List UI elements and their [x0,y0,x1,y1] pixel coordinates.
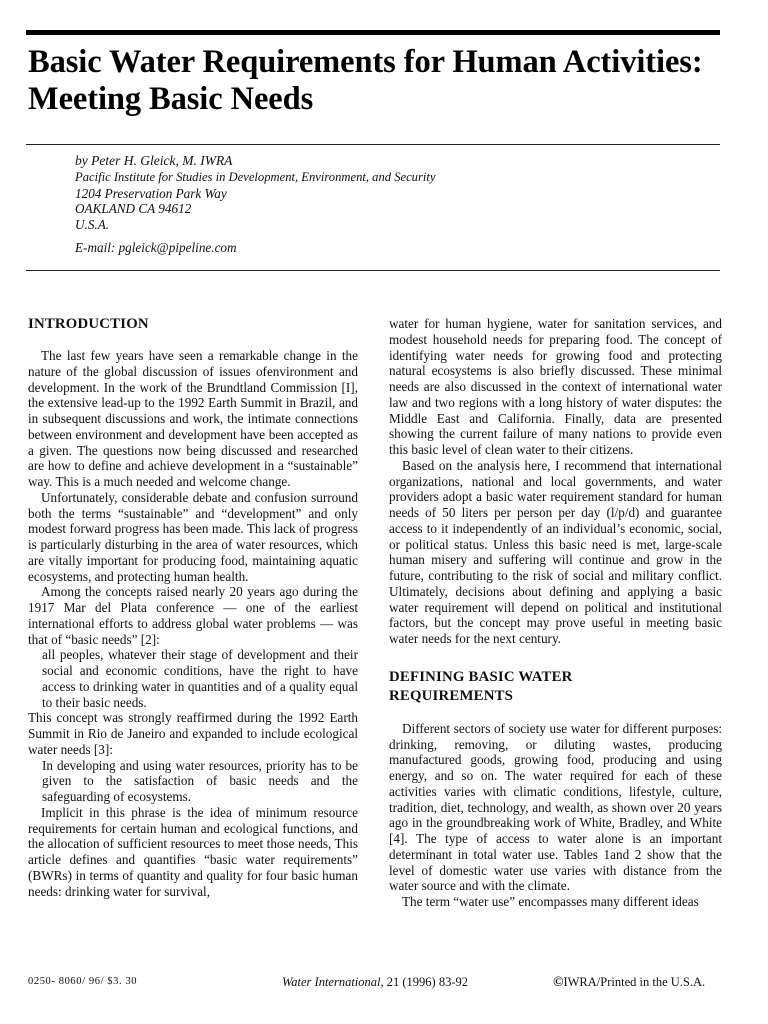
footer-article-code: 0250- 8060/ 96/ $3. 30 [28,976,138,987]
section-heading-introduction: INTRODUCTION [28,316,149,332]
footer-citation [282,974,468,990]
section-heading-defining-line-1: DEFINING BASIC WATER [389,668,573,685]
intro-paragraph-5: Implicit in this phrase is the idea of minimum resource requirements for certain human and ecological functions, and the allocation of sufficient resources to meet those needs, This article defines and quantifies “basic water requirements” (BWRs) in terms of quantity and quality for four basic human needs: drinking water for survival, [28,804,358,899]
author-country: U.S.A. [75,217,110,233]
intro-paragraph-3: Among the concepts raised nearly 20 years ago during the 1917 Mar del Plata conference — one of the earliest international efforts to address global water problems — was that of “basic needs” [2]: [28,584,358,647]
header-divider-bottom [26,270,720,271]
footer-volume-pages: 21 (1996) 83-92 [383,975,468,989]
author-affiliation: Pacific Institute for Studies in Development, Environment, and Security [75,169,436,184]
article-title [28,44,728,118]
title-line-2: Meeting Basic Needs [28,81,314,117]
author-street: 1204 Preservation Park Way [75,185,227,201]
author-city: OAKLAND CA 94612 [75,201,192,217]
defining-paragraph-2: The term “water use” encompasses many different ideas [402,894,699,909]
footer-copyright-text: IWRA/Printed in the U.S.A. [563,975,706,989]
title-line-1: Basic Water Requirements for Human Activities: [28,44,703,80]
block-quote-2: In developing and using water resources, priority has to be given to the satisfaction of basic needs and the safeguarding of ecosystems. [42,757,358,804]
recommendation-paragraph: Based on the analysis here, I recommend that international organizations, national and local governments, and water providers adopt a basic water requirement standard for human needs of 50 liters per person per day (l/p/d) and guarantee access to it independently of an individual’s economic, social, or political status. Unless this basic need is met, large-scale human misery and suffering will continue and grow in the future, contributing to the risk of social and military conflict. Ultimately, decisions about defining and applying a basic water requirement will depend on political and institutional factors, but the concept may prove useful in meeting basic water needs for the next century. [389,457,722,646]
right-column [389,316,722,910]
defining-paragraph-1: Different sectors of society use water for different purposes: drinking, removing, or diluting wastes, producing manufactured goods, growing food, producing and using energy, and so on. The water required for each of these activities varies with climatic conditions, lifestyle, culture, tradition, diet, technology, and wealth, as shown over 20 years ago in the groundbreaking work of White, Bradley, and White [4]. The type of access to water alone is an important determinant in total water use. Tables 1and 2 show that the level of domestic water use varies with distance from the water source and with the climate. [389,720,722,894]
intro-paragraph-1: The last few years have seen a remarkable change in the nature of the global discussion of issues ofenvironment and development. In the work of the Brundtland Commission [I], the extensive lead-up to the 1992 Earth Summit in Brazil, and in subsequent discussions and work, the intimate connections between environment and development have been accepted as a given. The questions now being discussed and researched are how to define and achieve development in a “sustainable” way. This is a much needed and welcome change. [28,348,358,489]
intro-paragraph-2: Unfortunately, considerable debate and confusion surround both the terms “sustainable” and “development” and only modest forward progress has been made. This lack of progress is particularly disturbing in the area of water resources, which are vitally important for producing food, maintaining aquatic ecosystems, and protecting human health. [28,489,358,584]
intro-paragraph-4: This concept was strongly reaffirmed during the 1992 Earth Summit in Rio de Janeiro and expanded to include ecological water needs [3]: [28,710,358,757]
section-heading-defining [389,668,722,706]
footer-journal-name: Water International, [282,975,384,989]
author-byline: by Peter H. Gleick, M. IWRA [75,153,233,168]
section-heading-defining-line-2: REQUIREMENTS [389,687,514,704]
copyright-icon: © [553,975,564,990]
top-rule [26,30,720,35]
block-quote-1: all peoples, whatever their stage of development and their social and economic conditions, have the right to have access to drinking water in quantities and of a quality equal to their basic needs. [42,647,358,710]
left-column [28,315,358,899]
header-divider-top [26,144,720,145]
intro-paragraph-continued: water for human hygiene, water for sanitation services, and modest household needs for preparing food. The concept of identifying water needs for growing food and protecting natural ecosystems is also briefly discussed. These minimal needs are also discussed in the context of international water law and two regions with a long history of water disputes: the Middle East and California. Finally, data are presented showing the current failure of many nations to provide even this basic level of clean water to their citizens. [389,316,722,457]
footer-copyright [553,974,705,990]
author-block [75,153,675,256]
author-email: E-mail: pgleick@pipeline.com [75,239,237,255]
